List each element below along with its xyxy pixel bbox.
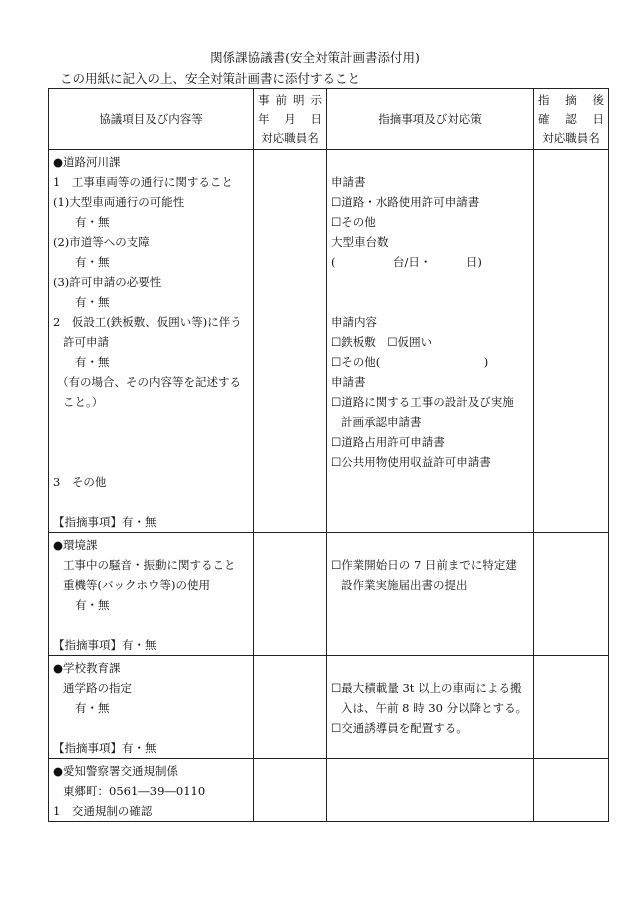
section-environment-advance <box>254 533 327 656</box>
blank-line <box>327 761 533 781</box>
findings-line: 【指摘事項】有・無 <box>53 515 157 529</box>
blank-line <box>49 412 253 432</box>
consultation-table <box>48 88 609 822</box>
instruction-text: この用紙に記入の上、安全対策計画書に添付すること <box>60 71 361 86</box>
findings-line: 【指摘事項】有・無 <box>53 638 157 652</box>
item-line: (3)許可申請の必要性 <box>53 275 162 289</box>
section-environment <box>49 533 609 656</box>
item-line: 許可申請 <box>63 335 109 349</box>
section-environment-confirm <box>534 533 609 656</box>
section-school-education <box>49 656 609 759</box>
measure-line: 設作業実施届出書の提出 <box>341 578 468 592</box>
header-consultation-items: 協議項目及び内容等 <box>49 89 254 150</box>
measure-checkbox-line: ☐作業開始日の 7 日前までに特定建 <box>331 558 517 572</box>
blank-line <box>327 292 533 312</box>
measure-checkbox-line: ☐その他( ) <box>331 355 489 369</box>
section-police-traffic-confirm <box>534 759 609 822</box>
section-school-education-advance <box>254 656 327 759</box>
item-line: 重機等(バックホウ等)の使用 <box>63 578 210 592</box>
header-post-confirmation-line: 確 認 日 <box>538 111 604 126</box>
header-findings-measures: 指摘事項及び対応策 <box>327 89 534 150</box>
section-road-river-measures <box>327 150 534 533</box>
section-environment-items <box>49 533 254 656</box>
measure-checkbox-line: ☐鉄板敷 ☐仮囲い <box>331 335 433 349</box>
item-line: 1 工事車両等の通行に関すること <box>53 175 233 189</box>
section-road-river-items <box>49 150 254 533</box>
measure-checkbox-line: ☐最大積載量 3t 以上の車両による搬 <box>331 681 522 695</box>
item-line: (1)大型車両通行の可能性 <box>53 195 185 209</box>
section-school-education-confirm <box>534 656 609 759</box>
item-line: 工事中の騒音・振動に関すること <box>63 558 236 572</box>
measure-checkbox-line: ☐道路に関する工事の設計及び実施 <box>331 395 514 409</box>
yes-no-option: 有・無 <box>75 215 110 229</box>
item-line: （有の場合、その内容等を記述する <box>57 375 241 389</box>
header-advance-notice-line: 事 前 明 示 <box>258 92 322 107</box>
header-post-confirmation-line: 対応職員名 <box>542 130 600 145</box>
header-advance-notice-line: 対応職員名 <box>261 130 319 145</box>
section-school-education-items <box>49 656 254 759</box>
measure-checkbox-line: ☐道路占用許可申請書 <box>331 435 445 449</box>
blank-line <box>327 152 533 172</box>
section-heading: ●愛知警察署交通規制係 <box>53 764 179 778</box>
blank-line <box>49 615 253 635</box>
blank-line <box>327 801 533 821</box>
findings-line: 【指摘事項】有・無 <box>53 741 157 755</box>
yes-no-option: 有・無 <box>75 255 110 269</box>
measure-checkbox-line: ☐公共用物使用収益許可申請書 <box>331 455 491 469</box>
section-environment-measures <box>327 533 534 656</box>
section-police-traffic-measures <box>327 759 534 822</box>
header-advance-notice <box>254 89 327 150</box>
section-road-river-confirm <box>534 150 609 533</box>
measure-line: 申請書 <box>331 375 366 389</box>
yes-no-option: 有・無 <box>75 701 110 715</box>
section-heading: ●環境課 <box>53 538 98 552</box>
section-heading: ●道路河川課 <box>53 155 121 169</box>
blank-line <box>327 635 533 655</box>
blank-line <box>49 432 253 452</box>
section-school-education-measures <box>327 656 534 759</box>
item-line: 3 その他 <box>53 475 107 489</box>
yes-no-option: 有・無 <box>75 355 110 369</box>
phone-number: 東郷町：0561―39―0110 <box>63 784 206 798</box>
measure-checkbox-line: ☐交通誘導員を配置する。 <box>331 721 468 735</box>
item-line: 通学路の指定 <box>63 681 132 695</box>
blank-line <box>327 615 533 635</box>
item-line: (2)市道等への支障 <box>53 235 150 249</box>
blank-line <box>327 472 533 492</box>
document-title: 関係課協議書(安全対策計画書添付用) <box>210 50 420 65</box>
header-advance-notice-line: 年 月 日 <box>258 111 322 126</box>
blank-line <box>327 658 533 678</box>
section-police-traffic-items <box>49 759 254 822</box>
measure-line: 申請書 <box>331 175 366 189</box>
section-police-traffic <box>49 759 609 822</box>
measure-line: 大型車台数 <box>331 235 389 249</box>
blank-line <box>327 512 533 532</box>
measure-line: 計画承認申請書 <box>341 415 422 429</box>
measure-checkbox-line: ☐その他 <box>331 215 376 229</box>
header-post-confirmation <box>534 89 609 150</box>
blank-line <box>327 595 533 615</box>
item-line: こと。） <box>63 395 104 409</box>
measure-line: ( 台/日・ 日) <box>331 255 482 269</box>
blank-line <box>327 738 533 758</box>
yes-no-option: 有・無 <box>75 295 110 309</box>
blank-line <box>327 272 533 292</box>
measure-line: 申請内容 <box>331 315 377 329</box>
blank-line <box>49 492 253 512</box>
blank-line <box>49 718 253 738</box>
blank-line <box>327 492 533 512</box>
measure-line: 入は、午前 8 時 30 分以降とする。 <box>341 701 528 715</box>
blank-line <box>327 535 533 555</box>
item-line: 2 仮設工(鉄板敷、仮囲い等)に伴う <box>53 315 242 329</box>
yes-no-option: 有・無 <box>75 598 110 612</box>
section-road-river <box>49 150 609 533</box>
blank-line <box>49 452 253 472</box>
header-row <box>49 89 609 150</box>
measure-checkbox-line: ☐道路・水路使用許可申請書 <box>331 195 480 209</box>
header-post-confirmation-line: 指 摘 後 <box>538 92 604 107</box>
section-road-river-advance <box>254 150 327 533</box>
section-heading: ●学校教育課 <box>53 661 121 675</box>
blank-line <box>327 781 533 801</box>
section-police-traffic-advance <box>254 759 327 822</box>
item-line: 1 交通規制の確認 <box>53 804 153 818</box>
